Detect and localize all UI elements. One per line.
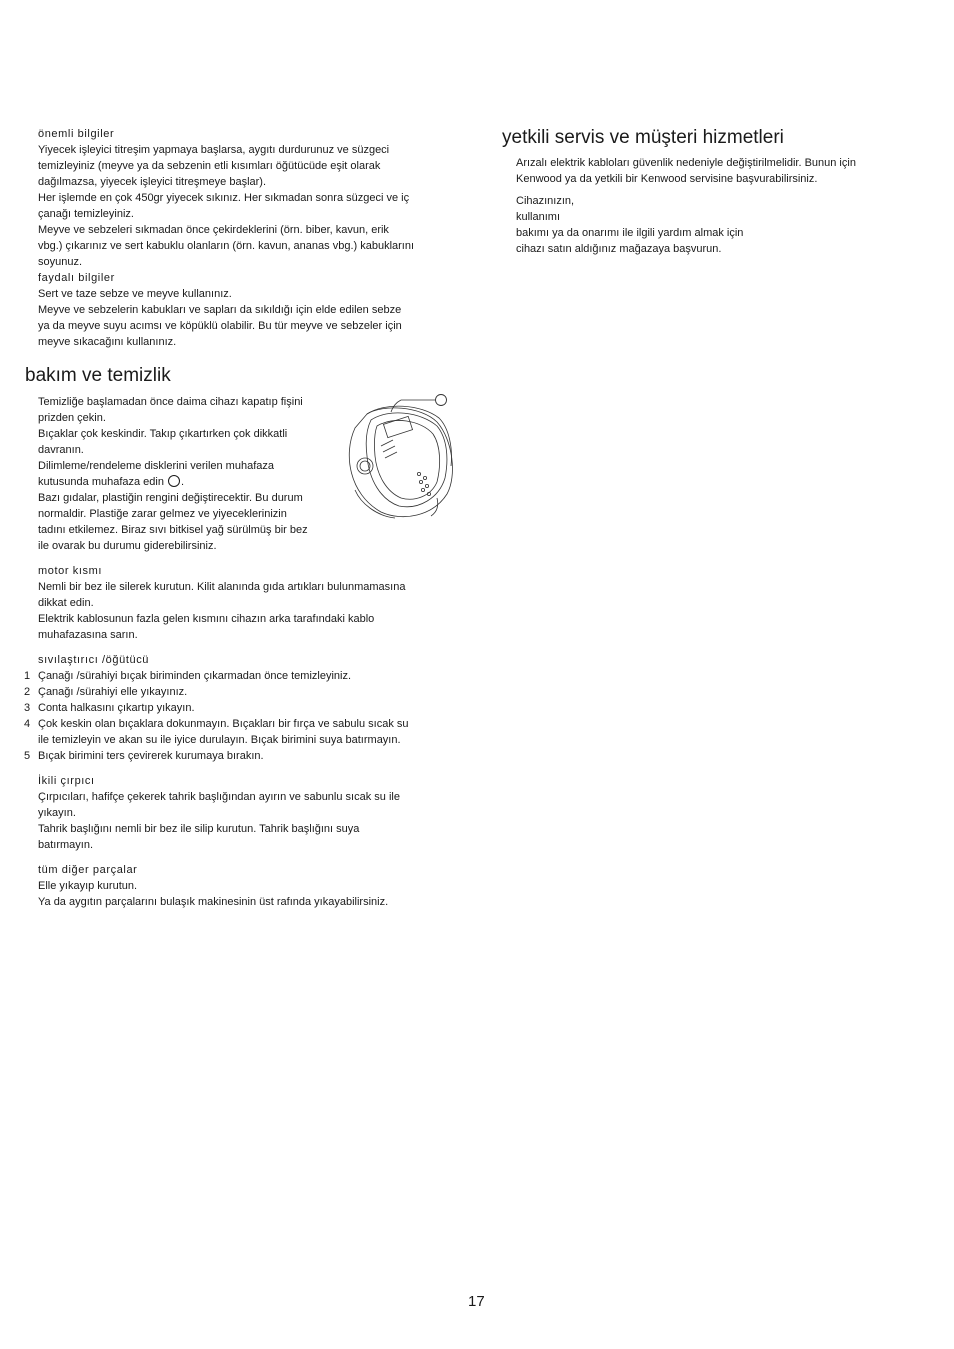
text-line: Arızalı elektrik kabloları güvenlik nedeniyle değiştirilmelidir. Bunun için (516, 157, 856, 169)
text-line: Cihazınızın, (516, 195, 575, 207)
text-line: prizden çekin. (38, 412, 106, 424)
text-line: yıkayın. (38, 807, 76, 819)
bakim-block (38, 394, 456, 554)
faydali-title: faydalı bilgiler (38, 272, 115, 284)
text-line: ya da meyve suyu acımsı ve köpüklü olabilir. Bu tür meyve ve sebzeler için (38, 320, 402, 332)
disc-storage-box-illustration (341, 394, 457, 524)
text-line: Meyve ve sebzelerin kabukları ve sapları da sıkıldığı için elde edilen sebze (38, 304, 402, 316)
bakim-heading: bakım ve temizlik (25, 365, 171, 386)
step-text: Çok keskin olan bıçaklara dokunmayın. Bıçakları bir fırça ve sabulu sıcak su (38, 718, 409, 730)
text-line: batırmayın. (38, 839, 94, 851)
text-line: Elle yıkayıp kurutun. (38, 880, 138, 892)
step-text: Bıçak birimini ters çevirerek kurumaya bırakın. (38, 750, 264, 762)
text-line: Her işlemde en çok 450gr yiyecek sıkınız. Her sıkmadan sonra süzgeci ve iç (38, 192, 410, 204)
list-item (24, 716, 456, 748)
list-item (24, 668, 456, 684)
onemli-title: önemli bilgiler (38, 128, 115, 140)
text-line: Dilimleme/rendeleme disklerini verilen muhafaza (38, 460, 274, 472)
sivilastirici-steps (24, 668, 456, 764)
servis-heading: yetkili servis ve müşteri hizmetleri (502, 127, 784, 148)
text-line: cihazı satın aldığınız mağazaya başvurun. (516, 243, 722, 255)
faydali-text (38, 286, 456, 350)
list-item (24, 684, 456, 700)
motor-title: motor kısmı (38, 565, 103, 577)
step-number: 5 (24, 750, 31, 762)
text-line: muhafazasına sarın. (38, 629, 138, 641)
tum-diger-parcalar-title: tüm diğer parçalar (38, 864, 138, 876)
motor-text (38, 579, 456, 643)
circle-line-text: kutusunda muhafaza edin (38, 476, 164, 488)
text-line: Meyve ve sebzeleri sıkmadan önce çekirdeklerini (örn. biber, kavun, erik (38, 224, 389, 236)
step-text: Çanağı /sürahiyi elle yıkayınız. (38, 686, 188, 698)
sivilastirici-title: sıvılaştırıcı /öğütücü (38, 654, 150, 666)
text-line: Bazı gıdalar, plastiğin rengini değiştirecektir. Bu durum (38, 492, 303, 504)
page-number: 17 (468, 1293, 485, 1310)
onemli-text (38, 142, 456, 270)
text-line: Çırpıcıları, hafifçe çekerek tahrik başlığından ayırın ve sabunlu sıcak su ile (38, 791, 400, 803)
text-line-with-circle (38, 474, 338, 490)
step-number: 3 (24, 702, 31, 714)
right-column (502, 126, 916, 257)
callout-circle-icon (436, 395, 447, 406)
step-number: 4 (24, 718, 31, 730)
text-line: dağılmazsa, yiyecek işleyici titreşmeye başlar). (38, 176, 267, 188)
text-line: çanağı temizleyiniz. (38, 208, 134, 220)
servis-text-1 (516, 155, 916, 187)
text-line: tadını etkilemez. Biraz sıvı bitkisel yağ sürülmüş bir bez (38, 524, 308, 536)
step-text: ile temizleyin ve akan su ile iyice durulayın. Bıçak birimini suya batırmayın. (38, 734, 401, 746)
tum-diger-parcalar-text (38, 878, 456, 910)
text-line: Ya da aygıtın parçalarını bulaşık makinesinin üst rafında yıkayabilirsiniz. (38, 896, 389, 908)
step-number: 1 (24, 670, 31, 682)
text-line: bakımı ya da onarımı ile ilgili yardım almak için (516, 227, 744, 239)
callout-circle-icon (168, 475, 180, 487)
ikili-cirpici-text (38, 789, 456, 853)
circle-line-after: . (181, 476, 185, 488)
text-line: Temizliğe başlamadan önce daima cihazı kapatıp fişini (38, 396, 303, 408)
bakim-text (38, 394, 338, 554)
text-line: ile ovarak bu durumu giderebilirsiniz. (38, 540, 217, 552)
step-text: Çanağı /sürahiyi bıçak biriminden çıkarmadan önce temizleyiniz. (38, 670, 352, 682)
text-line: temizleyiniz (meyve ya da sebzenin etli kısımları öğütücüde eşit olarak (38, 160, 381, 172)
text-line: davranın. (38, 444, 84, 456)
text-line: vbg.) çıkarınız ve sert kabuklu olanların (örn. kavun, ananas vbg.) kabuklarını (38, 240, 415, 252)
text-line: normaldir. Plastiğe zarar gelmez ve yiyeceklerinizin (38, 508, 287, 520)
text-line: dikkat edin. (38, 597, 94, 609)
text-line: Kenwood ya da yetkili bir Kenwood servisine başvurabilirsiniz. (516, 173, 818, 185)
left-column (24, 126, 456, 910)
list-item (24, 700, 456, 716)
text-line: Nemli bir bez ile silerek kurutun. Kilit alanında gıda artıkları bulunmamasına (38, 581, 406, 593)
ikili-cirpici-title: İkili çırpıcı (38, 775, 95, 787)
text-line: Yiyecek işleyici titreşim yapmaya başlarsa, aygıtı durdurunuz ve süzgeci (38, 144, 390, 156)
text-line: kullanımı (516, 211, 561, 223)
text-line: Bıçaklar çok keskindir. Takıp çıkartırken çok dikkatli (38, 428, 288, 440)
text-line: meyve sıkacağını kullanınız. (38, 336, 177, 348)
servis-text-2 (516, 193, 916, 257)
step-number: 2 (24, 686, 31, 698)
list-item (24, 748, 456, 764)
step-text: Conta halkasını çıkartıp yıkayın. (38, 702, 195, 714)
text-line: Elektrik kablosunun fazla gelen kısmını cihazın arka tarafındaki kablo (38, 613, 375, 625)
text-line: soyunuz. (38, 256, 83, 268)
text-line: Sert ve taze sebze ve meyve kullanınız. (38, 288, 232, 300)
text-line: Tahrik başlığını nemli bir bez ile silip kurutun. Tahrik başlığını suya (38, 823, 360, 835)
